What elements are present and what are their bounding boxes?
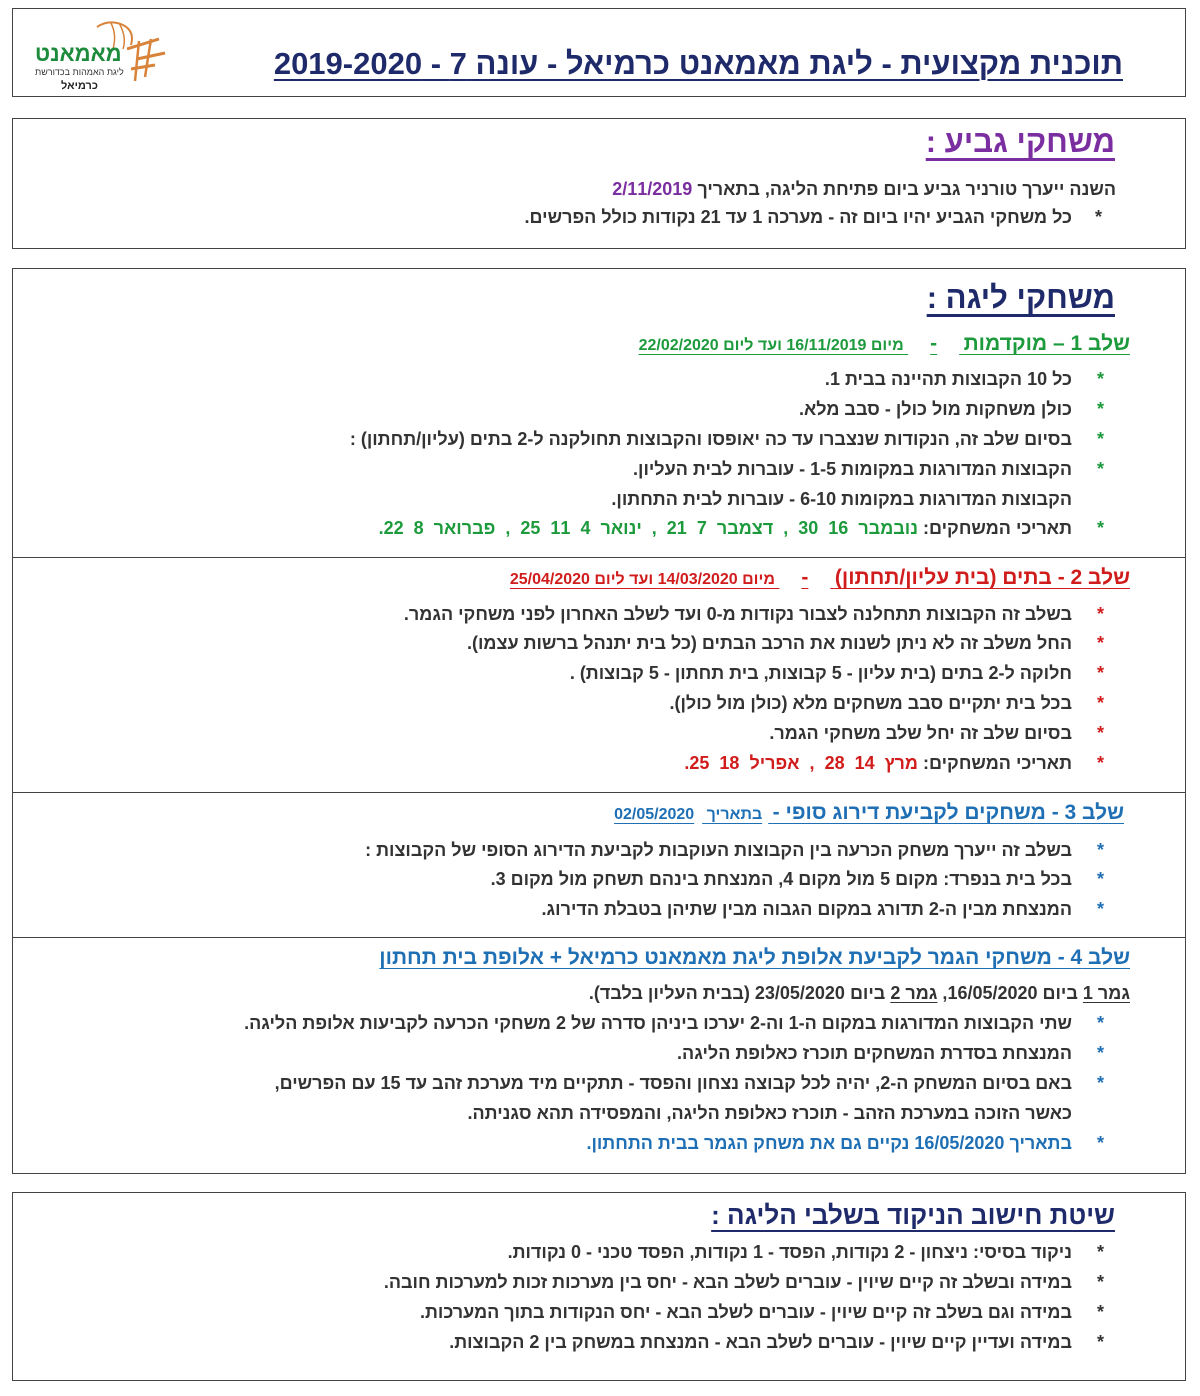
scoring-bullet-3: במידה וגם בשלב זה קיים שיוין - עוברים לשלב הבא - יחס הנקודות בתוך המערכות. xyxy=(419,1302,1072,1322)
bullet-icon: * xyxy=(1096,1073,1104,1093)
bullet-icon: * xyxy=(1096,663,1104,683)
stage2-bullet-4: בכל בית יתקיים סבב משחקים מלא (כולן מול כולן). xyxy=(669,693,1072,713)
bullet-icon: * xyxy=(1096,723,1104,743)
stage1-dates-list: נובמבר 16 30 , דצמבר 7 21 , ינואר 4 11 25 , פברואר 8 22. xyxy=(378,518,918,538)
bullet-icon: * xyxy=(1096,369,1104,389)
stage3-date: 02/05/2020 xyxy=(614,806,695,823)
stage1-bullet-4: הקבוצות המדורגות במקומות 1-5 - עוברות לבית העליון. xyxy=(633,459,1072,479)
logo-subtitle: ליגת האמהות בכדורשת xyxy=(35,67,124,77)
bullet-icon: * xyxy=(1096,633,1104,653)
stage1-bullet-1: כל 10 הקבוצות תהיינה בבית 1. xyxy=(824,369,1072,389)
stage1-title xyxy=(639,332,1130,356)
final1-label: גמר 1 xyxy=(1082,983,1130,1003)
bullet-icon: * xyxy=(1096,459,1104,479)
final2-text: ביום 23/05/2020 (בבית העליון בלבד). xyxy=(588,983,886,1003)
bullet-icon: * xyxy=(1096,1043,1104,1063)
scoring-bullet-2: במידה ובשלב זה קיים שיוין - עוברים לשלב הבא - יחס בין מערכות זכות למערכות חובה. xyxy=(383,1272,1072,1292)
stage4-continuation: כאשר הזוכה במערכת הזהב - תוכרז כאלופת הליגה, והמפסידה תהא סגניתה. xyxy=(467,1103,1072,1123)
bullet-icon: * xyxy=(1096,1013,1104,1033)
stage4-bullet-3: באם בסיום המשחק ה-2, יהיה לכל קבוצה נצחון והפסד - תתקיים מיד מערכת זהב עד 15 עם הפרשים, xyxy=(274,1073,1072,1093)
stage3-date-prefix: בתאריך xyxy=(706,806,763,823)
bullet-icon: * xyxy=(1096,753,1104,773)
stage1-bullet-3: בסיום שלב זה, הנקודות שנצברו עד כה יאופסו והקבוצות תחולקנה ל-2 בתים (עליון/תחתון) : xyxy=(349,429,1072,449)
stage4-bullet-1: שתי הקבוצות המדורגות במקום ה-1 וה-2 יערכו ביניהן סדרה של 2 משחקי הכרעה לקביעות אלופת הליגה. xyxy=(244,1013,1072,1033)
stage2-title-text: שלב 2 - בתים (בית עליון/תחתון) xyxy=(834,566,1130,589)
stage3-title-text: שלב 3 - משחקים לקביעת דירוג סופי - xyxy=(772,801,1124,824)
stage1-bullet-2: כולן משחקות מול כולן - סבב מלא. xyxy=(798,399,1072,419)
stage-divider xyxy=(12,792,1186,793)
stage3-title xyxy=(614,801,1124,825)
stage2-title xyxy=(510,566,1130,590)
bullet-icon: * xyxy=(1094,207,1102,227)
stage2-bullet-5: בסיום שלב זה יחל שלב משחקי הגמר. xyxy=(769,723,1072,743)
league-heading: משחקי ליגה : xyxy=(926,280,1115,315)
stage4-bullet-2: המנצחת בסדרת המשחקים תוכרז כאלופת הליגה. xyxy=(677,1043,1072,1063)
stage2-dates-label: תאריכי המשחקים: xyxy=(923,753,1072,773)
stage2-bullet-3: חלוקה ל-2 בתים (בית עליון - 5 קבוצות, בית תחתון - 5 קבוצות) . xyxy=(569,663,1072,683)
bullet-icon: * xyxy=(1096,518,1104,538)
logo-text: מאמאנט xyxy=(35,41,122,66)
bullet-icon: * xyxy=(1096,1272,1104,1292)
stage2-dates: מיום 14/03/2020 ועד ליום 25/04/2020 xyxy=(509,571,775,588)
page-title: תוכנית מקצועית - ליגת מאמאנט כרמיאל - עונה 7 - 2019-2020 xyxy=(273,46,1123,81)
stage1-sub-line: הקבוצות המדורגות במקומות 6-10 - עוברות לבית התחתון. xyxy=(611,489,1072,509)
stage2-bullet-1: בשלב זה הקבוצות תתחלנה לצבור נקודות מ-0 ועד לשלב האחרון לפני משחקי הגמר. xyxy=(403,604,1072,624)
bullet-icon: * xyxy=(1096,693,1104,713)
cup-heading: משחקי גביע : xyxy=(925,124,1115,159)
stage2-dates-line xyxy=(684,753,1072,774)
cup-intro-date: 2/11/2019 xyxy=(612,179,693,199)
scoring-heading: שיטת חישוב הניקוד בשלבי הליגה : xyxy=(711,1200,1115,1230)
scoring-bullet-4: במידה ועדיין קיים שיוין - עוברים לשלב הבא - המנצחת במשחק בין 2 הקבוצות. xyxy=(449,1332,1072,1352)
stage4-title-text: שלב 4 - משחקי הגמר לקביעת אלופת ליגת מאמאנט כרמיאל + אלופת בית תחתון xyxy=(379,946,1130,969)
bullet-icon: * xyxy=(1096,869,1104,889)
stage-divider xyxy=(12,557,1186,558)
bullet-icon: * xyxy=(1096,899,1104,919)
bullet-icon: * xyxy=(1096,604,1104,624)
final1-text: ביום 16/05/2020, xyxy=(942,983,1078,1003)
stage1-dates-line xyxy=(379,518,1072,539)
stage1-dash: - xyxy=(930,332,938,355)
stage2-bullet-2: החל משלב זה לא ניתן לשנות את הרכב הבתים (כל בית יתנהל ברשות עצמו). xyxy=(466,633,1072,653)
stage3-bullet-1: בשלב זה ייערך משחק הכרעה בין הקבוצות העוקבות לקביעת הדירוג הסופי של הקבוצות : xyxy=(365,840,1072,860)
stage1-title-text: שלב 1 – מוקדמות xyxy=(963,332,1130,355)
logo-city: כרמיאל xyxy=(61,80,98,92)
stage1-dates-label: תאריכי המשחקים: xyxy=(923,518,1072,538)
bullet-icon: * xyxy=(1096,1242,1104,1262)
stage4-title xyxy=(379,946,1130,970)
stage2-dash: - xyxy=(801,566,809,589)
stage1-dates: מיום 16/11/2019 ועד ליום 22/02/2020 xyxy=(638,337,904,354)
bullet-icon: * xyxy=(1096,1332,1104,1352)
bullet-icon: * xyxy=(1096,1133,1104,1153)
bullet-icon: * xyxy=(1096,1302,1104,1322)
final2-label: גמר 2 xyxy=(890,983,938,1003)
cup-intro xyxy=(612,179,1116,200)
header-box xyxy=(12,8,1186,97)
cup-intro-text: השנה ייערך טורניר גביע ביום פתיחת הליגה, בתאריך xyxy=(697,179,1116,199)
scoring-bullet-1: ניקוד בסיסי: ניצחון - 2 נקודות, הפסד - 1 נקודות, הפסד טכני - 0 נקודות. xyxy=(507,1242,1072,1262)
stage4-finals-line xyxy=(589,983,1130,1004)
stage4-last-bullet: בתאריך 16/05/2020 נקיים גם את משחק הגמר בבית התחתון. xyxy=(586,1133,1072,1153)
stage-divider xyxy=(12,937,1186,938)
cup-bullet: כל משחקי הגביע יהיו ביום זה - מערכה 1 עד 21 נקודות כולל הפרשים. xyxy=(524,207,1072,227)
bullet-icon: * xyxy=(1096,840,1104,860)
stage2-dates-list: מרץ 14 28 , אפריל 18 25. xyxy=(684,753,918,773)
bullet-icon: * xyxy=(1096,399,1104,419)
stage3-bullet-3: המנצחת מבין ה-2 תדורג במקום הגבוה מבין שתיהן בטבלת הדירוג. xyxy=(541,899,1072,919)
bullet-icon: * xyxy=(1096,429,1104,449)
stage3-bullet-2: בכל בית בנפרד: מקום 5 מול מקום 4, המנצחת בינהם תשחק מול מקום 3. xyxy=(490,869,1072,889)
league-logo xyxy=(27,19,167,95)
